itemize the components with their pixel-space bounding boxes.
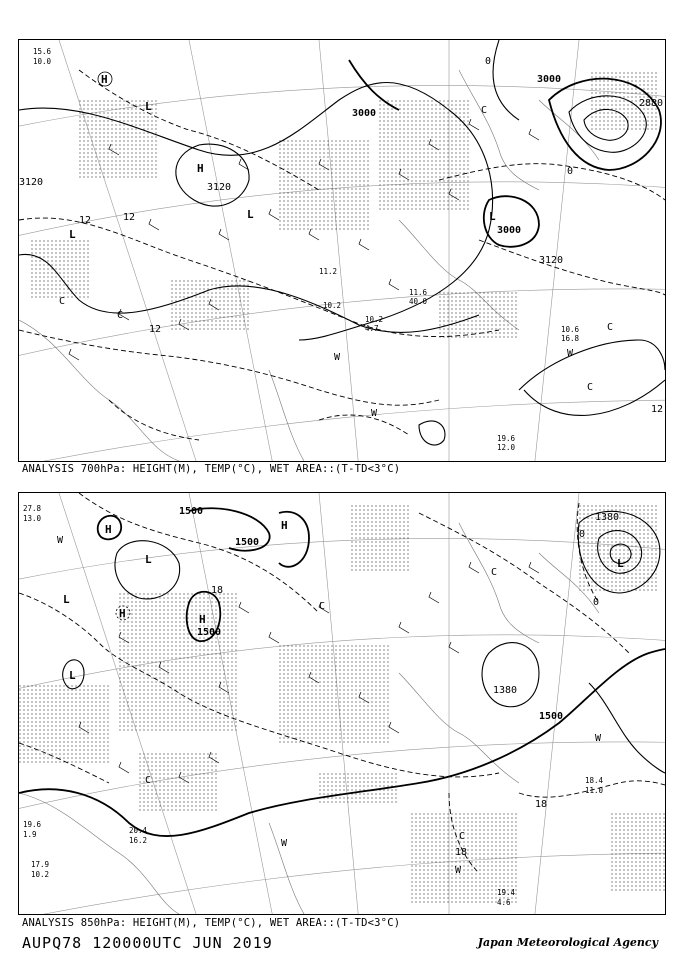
station-value: 10.2: [323, 301, 342, 310]
station-value: 11.0: [585, 786, 604, 795]
station-value: 13.0: [23, 514, 42, 523]
temp-label: 12: [651, 404, 664, 415]
low-marker: L: [63, 593, 70, 606]
high-marker: H: [105, 523, 112, 536]
station-value: 19.4: [497, 888, 516, 897]
station-value: 4.7: [365, 324, 379, 333]
low-marker: L: [489, 210, 496, 223]
station-value: 17.9: [31, 860, 50, 869]
warm-marker: W: [334, 352, 341, 363]
height-label: 1500: [235, 537, 260, 548]
station-value: 10.2: [365, 315, 384, 324]
station-value: 18.4: [585, 776, 604, 785]
warm-marker: W: [281, 838, 288, 849]
temp-label: 12: [123, 212, 136, 223]
warm-marker: W: [57, 535, 64, 546]
high-marker: H: [281, 519, 288, 532]
low-marker: L: [247, 208, 254, 221]
high-marker: H: [197, 162, 204, 175]
cold-marker: C: [117, 310, 124, 321]
station-value: 10.6: [561, 325, 580, 334]
high-marker: H: [119, 607, 126, 620]
temp-label: 18: [211, 585, 224, 596]
cold-marker: C: [59, 296, 66, 307]
low-marker: L: [69, 228, 76, 241]
station-value: 10.0: [33, 57, 52, 66]
temp-label: 12: [149, 324, 162, 335]
height-label: 1380: [493, 685, 518, 696]
caption-700hpa: ANALYSIS 700hPa: HEIGHT(M), TEMP(°C), WET AREA::(T-TD<3°C): [22, 463, 401, 475]
cold-marker: C: [481, 105, 488, 116]
agency-name: Japan Meteorological Agency: [477, 936, 658, 949]
station-value: 16.2: [129, 836, 148, 845]
cold-marker: C: [145, 775, 152, 786]
height-label: 3120: [539, 255, 564, 266]
caption-850hpa: ANALYSIS 850hPa: HEIGHT(M), TEMP(°C), WET AREA::(T-TD<3°C): [22, 917, 401, 929]
map-850hpa: [19, 493, 665, 914]
chart-panel-850hpa: [18, 492, 666, 915]
station-value: 15.6: [33, 47, 52, 56]
height-label: 1380: [595, 512, 620, 523]
station-value: 16.8: [561, 334, 580, 343]
wet-area-stipple: [29, 70, 659, 340]
height-label: 3120: [207, 182, 232, 193]
wet-area-stipple: [19, 503, 665, 903]
temp-label: 12: [79, 215, 92, 226]
low-marker: L: [617, 557, 624, 570]
warm-marker: W: [371, 408, 378, 419]
station-value: 19.6: [23, 820, 42, 829]
station-value: 4.6: [497, 898, 511, 907]
cold-marker: C: [459, 831, 466, 842]
station-value: 27.8: [23, 504, 42, 513]
cold-marker: C: [319, 601, 326, 612]
station-value: 20.4: [129, 826, 148, 835]
station-value: 19.6: [497, 434, 516, 443]
height-label: 2880: [639, 98, 664, 109]
temp-label: 0: [593, 597, 600, 608]
map-700hpa: [19, 40, 665, 461]
low-marker: L: [145, 100, 152, 113]
warm-marker: W: [567, 348, 574, 359]
height-label: 3120: [19, 177, 44, 188]
height-label: 3000: [537, 74, 562, 85]
temp-labels: [211, 529, 599, 858]
station-value: 40.0: [409, 297, 428, 306]
station-value: 1.9: [23, 830, 37, 839]
chart-code: AUPQ78 120000UTC JUN 2019: [22, 934, 273, 952]
temp-label: 18: [535, 799, 548, 810]
temp-label: 0: [567, 166, 574, 177]
high-marker: H: [199, 613, 206, 626]
high-marker: H: [101, 73, 108, 86]
warm-marker: W: [455, 865, 462, 876]
cold-marker: C: [607, 322, 614, 333]
chart-panel-700hpa: [18, 39, 666, 462]
temp-label: 0: [485, 56, 492, 67]
cold-marker: C: [491, 567, 498, 578]
station-value: 11.2: [319, 267, 338, 276]
height-label: 3000: [497, 225, 522, 236]
low-marker: L: [145, 553, 152, 566]
station-value: 10.2: [31, 870, 50, 879]
station-value: 12.0: [497, 443, 516, 452]
height-label: 1500: [179, 506, 204, 517]
warm-marker: W: [595, 733, 602, 744]
station-value: 11.6: [409, 288, 428, 297]
temp-label: 18: [455, 847, 468, 858]
height-label: 1500: [197, 627, 222, 638]
temp-label: 0: [579, 529, 586, 540]
height-label: 1500: [539, 711, 564, 722]
height-label: 3000: [352, 108, 377, 119]
cold-marker: C: [587, 382, 594, 393]
low-marker: L: [69, 669, 76, 682]
